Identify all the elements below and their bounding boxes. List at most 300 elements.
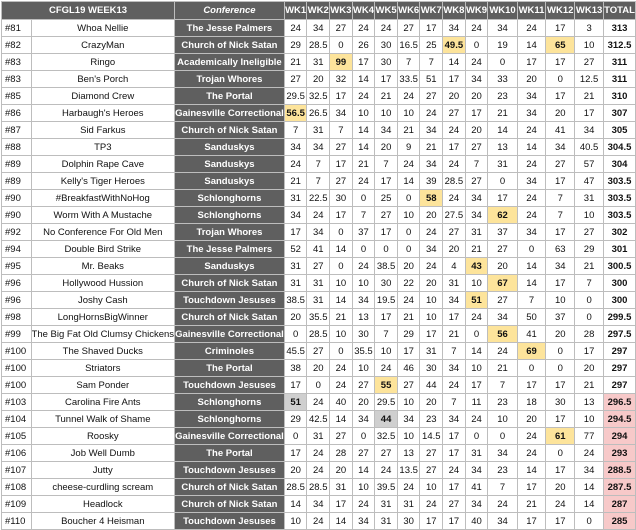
- team-name-cell: Job Well Dumb: [31, 445, 175, 462]
- week-score-cell: 27: [284, 71, 307, 88]
- week-score-cell: 24: [375, 360, 398, 377]
- table-header: [2, 2, 636, 20]
- total-score-cell: 311: [604, 54, 636, 71]
- table-row: [2, 496, 636, 513]
- week-score-cell: 27: [330, 20, 353, 37]
- table-title: CFGL19 WEEK13: [2, 2, 175, 20]
- week-score-cell: 34: [465, 71, 488, 88]
- week-score-cell: 21: [575, 88, 604, 105]
- week-score-cell: 65: [546, 37, 575, 54]
- week-score-cell: 24: [397, 292, 420, 309]
- week-score-cell: 31: [375, 513, 398, 530]
- week-score-cell: 28.5: [443, 173, 466, 190]
- week-score-cell: 20: [397, 258, 420, 275]
- week-score-cell: 10: [575, 37, 604, 54]
- week-score-cell: 17: [575, 343, 604, 360]
- week-score-cell: 24: [330, 360, 353, 377]
- week-score-cell: 57: [575, 156, 604, 173]
- team-name-cell: The Shaved Ducks: [31, 343, 175, 360]
- conference-cell: The Portal: [175, 360, 285, 377]
- week-score-cell: 21: [465, 241, 488, 258]
- week-score-cell: 0: [575, 513, 604, 530]
- table-row: [2, 71, 636, 88]
- week-score-cell: 0: [397, 224, 420, 241]
- week-score-cell: 0: [284, 428, 307, 445]
- table-row: [2, 513, 636, 530]
- week-score-cell: 0: [546, 343, 575, 360]
- week-score-cell: 28: [575, 326, 604, 343]
- week-score-cell: 31: [397, 496, 420, 513]
- week-score-cell: 24: [352, 173, 375, 190]
- rank-cell: #82: [2, 37, 32, 54]
- total-score-cell: 285: [604, 513, 636, 530]
- week-score-cell: 24: [307, 462, 330, 479]
- week-score-cell: 0: [330, 343, 353, 360]
- standings-table: [1, 1, 636, 530]
- table-row: [2, 394, 636, 411]
- week-header: WK4: [352, 2, 375, 20]
- rank-cell: #107: [2, 462, 32, 479]
- week-score-cell: 30: [420, 360, 443, 377]
- table-row: [2, 241, 636, 258]
- total-header: TOTAL: [604, 2, 636, 20]
- week-score-cell: 20: [443, 241, 466, 258]
- week-score-cell: 28.5: [307, 37, 330, 54]
- week-score-cell: 10: [397, 428, 420, 445]
- week-score-cell: 17: [352, 54, 375, 71]
- team-name-cell: Jutty: [31, 462, 175, 479]
- week-score-cell: 17: [465, 105, 488, 122]
- week-score-cell: 24: [443, 190, 466, 207]
- week-score-cell: 20: [443, 88, 466, 105]
- week-score-cell: 34: [465, 496, 488, 513]
- conference-cell: Church of Nick Satan: [175, 37, 285, 54]
- week-score-cell: 20: [517, 411, 546, 428]
- week-score-cell: 25: [375, 190, 398, 207]
- week-score-cell: 25: [420, 37, 443, 54]
- week-score-cell: 14: [330, 241, 353, 258]
- week-score-cell: 17: [546, 462, 575, 479]
- week-score-cell: 24: [465, 20, 488, 37]
- week-score-cell: 24: [517, 20, 546, 37]
- week-score-cell: 34: [420, 122, 443, 139]
- week-score-cell: 34: [284, 207, 307, 224]
- week-score-cell: 30: [546, 394, 575, 411]
- total-score-cell: 300.5: [604, 258, 636, 275]
- week-score-cell: 7: [488, 377, 517, 394]
- week-score-cell: 24: [397, 156, 420, 173]
- week-score-cell: 31: [330, 479, 353, 496]
- week-score-cell: 39: [420, 173, 443, 190]
- table-row: [2, 122, 636, 139]
- team-name-cell: cheese-curdling scream: [31, 479, 175, 496]
- week-score-cell: 17: [397, 343, 420, 360]
- conference-cell: The Jesse Palmers: [175, 241, 285, 258]
- team-name-cell: CrazyMan: [31, 37, 175, 54]
- week-score-cell: 10: [330, 326, 353, 343]
- week-score-cell: 21: [352, 156, 375, 173]
- week-score-cell: 17: [517, 513, 546, 530]
- week-score-cell: 0: [517, 241, 546, 258]
- week-score-cell: 24: [465, 54, 488, 71]
- week-score-cell: 46: [397, 360, 420, 377]
- conference-cell: Trojan Whores: [175, 224, 285, 241]
- week-score-cell: 17: [443, 445, 466, 462]
- week-score-cell: 37: [488, 224, 517, 241]
- week-score-cell: 31: [465, 445, 488, 462]
- week-score-cell: 10: [352, 275, 375, 292]
- week-score-cell: 31: [420, 343, 443, 360]
- rank-cell: #83: [2, 54, 32, 71]
- week-score-cell: 20: [575, 360, 604, 377]
- week-score-cell: 10: [420, 309, 443, 326]
- total-score-cell: 307: [604, 105, 636, 122]
- week-score-cell: 10: [420, 292, 443, 309]
- week-score-cell: 34: [307, 20, 330, 37]
- week-score-cell: 27: [420, 88, 443, 105]
- table-row: [2, 37, 636, 54]
- rank-cell: #89: [2, 156, 32, 173]
- week-score-cell: 22.5: [307, 190, 330, 207]
- week-score-cell: 0: [352, 241, 375, 258]
- week-score-cell: 27: [465, 139, 488, 156]
- week-score-cell: 34: [443, 292, 466, 309]
- week-score-cell: 27: [330, 173, 353, 190]
- week-score-cell: 17: [420, 20, 443, 37]
- week-score-cell: 24: [443, 462, 466, 479]
- team-name-cell: No Conference For Old Men: [31, 224, 175, 241]
- week-score-cell: 26: [352, 37, 375, 54]
- week-score-cell: 58: [420, 190, 443, 207]
- week-score-cell: 17: [546, 173, 575, 190]
- total-score-cell: 301: [604, 241, 636, 258]
- week-score-cell: 17: [443, 309, 466, 326]
- week-score-cell: 24: [488, 496, 517, 513]
- week-header: WK3: [330, 2, 353, 20]
- week-score-cell: 10: [352, 360, 375, 377]
- week-score-cell: 17: [546, 88, 575, 105]
- conference-cell: Church of Nick Satan: [175, 275, 285, 292]
- week-score-cell: 10: [465, 360, 488, 377]
- rank-cell: #86: [2, 105, 32, 122]
- conference-cell: Church of Nick Satan: [175, 496, 285, 513]
- week-score-cell: 10: [575, 207, 604, 224]
- rank-cell: #89: [2, 173, 32, 190]
- week-score-cell: 27.5: [443, 207, 466, 224]
- week-score-cell: 17: [517, 479, 546, 496]
- total-score-cell: 297: [604, 343, 636, 360]
- team-name-cell: The Big Fat Old Clumsy Chickens: [31, 326, 175, 343]
- week-score-cell: 34: [420, 241, 443, 258]
- week-score-cell: 24: [465, 309, 488, 326]
- week-header: WK2: [307, 2, 330, 20]
- week-score-cell: 27: [575, 54, 604, 71]
- week-score-cell: 24: [443, 122, 466, 139]
- conference-cell: Criminoles: [175, 343, 285, 360]
- week-score-cell: 30: [330, 190, 353, 207]
- week-score-cell: 7: [443, 343, 466, 360]
- table-row: [2, 88, 636, 105]
- week-score-cell: 24: [517, 156, 546, 173]
- week-score-cell: 34: [330, 105, 353, 122]
- week-score-cell: 10: [465, 275, 488, 292]
- week-score-cell: 29: [284, 37, 307, 54]
- week-score-cell: 7: [307, 156, 330, 173]
- week-score-cell: 20: [420, 275, 443, 292]
- week-header: WK12: [546, 2, 575, 20]
- week-score-cell: 32.5: [307, 88, 330, 105]
- week-score-cell: 10: [420, 479, 443, 496]
- team-name-cell: Worm With A Mustache: [31, 207, 175, 224]
- table-body: [2, 20, 636, 530]
- rank-cell: #100: [2, 360, 32, 377]
- week-score-cell: 9: [397, 139, 420, 156]
- table-row: [2, 292, 636, 309]
- week-score-cell: 14: [517, 275, 546, 292]
- week-score-cell: 24: [517, 428, 546, 445]
- week-score-cell: 24: [307, 445, 330, 462]
- week-score-cell: 34: [352, 513, 375, 530]
- week-header: WK13: [575, 2, 604, 20]
- rank-cell: #100: [2, 377, 32, 394]
- week-score-cell: 37: [352, 224, 375, 241]
- team-name-cell: Hollywood Hussion: [31, 275, 175, 292]
- week-score-cell: 34: [517, 88, 546, 105]
- week-score-cell: 34: [375, 122, 398, 139]
- total-score-cell: 297.5: [604, 326, 636, 343]
- week-score-cell: 34: [517, 105, 546, 122]
- total-score-cell: 293: [604, 445, 636, 462]
- week-score-cell: 7: [465, 156, 488, 173]
- week-score-cell: 12.5: [575, 71, 604, 88]
- week-score-cell: 27: [352, 377, 375, 394]
- week-score-cell: 20: [488, 258, 517, 275]
- table-row: [2, 309, 636, 326]
- total-score-cell: 304.5: [604, 139, 636, 156]
- rank-cell: #83: [2, 71, 32, 88]
- week-score-cell: 38: [284, 360, 307, 377]
- rank-cell: #103: [2, 394, 32, 411]
- week-score-cell: 17: [420, 513, 443, 530]
- week-score-cell: 17: [375, 173, 398, 190]
- week-score-cell: 20: [465, 88, 488, 105]
- week-score-cell: 67: [488, 275, 517, 292]
- week-score-cell: 10: [375, 343, 398, 360]
- week-score-cell: 7: [420, 54, 443, 71]
- week-score-cell: 34: [488, 513, 517, 530]
- week-score-cell: 34: [352, 411, 375, 428]
- week-score-cell: 0: [352, 190, 375, 207]
- rank-cell: #110: [2, 513, 32, 530]
- week-score-cell: 31: [443, 275, 466, 292]
- week-score-cell: 10: [397, 105, 420, 122]
- week-score-cell: 40: [330, 394, 353, 411]
- week-score-cell: 27: [375, 207, 398, 224]
- table-row: [2, 326, 636, 343]
- team-name-cell: Headlock: [31, 496, 175, 513]
- week-score-cell: 29: [397, 326, 420, 343]
- week-score-cell: 14: [330, 411, 353, 428]
- table-row: [2, 139, 636, 156]
- team-name-cell: Carolina Fire Ants: [31, 394, 175, 411]
- conference-cell: The Portal: [175, 445, 285, 462]
- week-score-cell: 17: [443, 139, 466, 156]
- conference-cell: Schlonghorns: [175, 411, 285, 428]
- week-score-cell: 0: [575, 309, 604, 326]
- week-score-cell: 23: [488, 462, 517, 479]
- week-score-cell: 37: [546, 309, 575, 326]
- conference-header: Conference: [175, 2, 285, 20]
- week-score-cell: 29: [284, 411, 307, 428]
- week-score-cell: 55: [375, 377, 398, 394]
- week-score-cell: 24: [517, 190, 546, 207]
- total-score-cell: 287: [604, 496, 636, 513]
- week-score-cell: 30: [397, 513, 420, 530]
- week-score-cell: 13: [575, 394, 604, 411]
- week-score-cell: 0: [546, 71, 575, 88]
- week-score-cell: 7: [546, 190, 575, 207]
- week-score-cell: 41: [465, 479, 488, 496]
- week-score-cell: 21: [284, 173, 307, 190]
- team-name-cell: Kelly's Tiger Heroes: [31, 173, 175, 190]
- rank-cell: #99: [2, 326, 32, 343]
- week-score-cell: 0: [546, 445, 575, 462]
- week-score-cell: 13: [488, 139, 517, 156]
- week-score-cell: 23: [488, 88, 517, 105]
- week-score-cell: 4: [443, 258, 466, 275]
- week-score-cell: 14: [575, 496, 604, 513]
- week-score-cell: 31: [307, 292, 330, 309]
- week-score-cell: 14: [397, 173, 420, 190]
- week-score-cell: 31: [465, 224, 488, 241]
- table-row: [2, 445, 636, 462]
- week-score-cell: 10: [330, 275, 353, 292]
- conference-cell: Sanduskys: [175, 258, 285, 275]
- week-score-cell: 10: [375, 105, 398, 122]
- week-score-cell: 45.5: [284, 343, 307, 360]
- week-score-cell: 40: [465, 513, 488, 530]
- week-score-cell: 27: [488, 241, 517, 258]
- week-score-cell: 27: [420, 462, 443, 479]
- week-score-cell: 24: [443, 156, 466, 173]
- week-score-cell: 24: [284, 20, 307, 37]
- table-row: [2, 190, 636, 207]
- week-score-cell: 56: [488, 326, 517, 343]
- week-score-cell: 17: [546, 377, 575, 394]
- week-score-cell: 34: [488, 309, 517, 326]
- week-score-cell: 24: [352, 258, 375, 275]
- team-name-cell: Striators: [31, 360, 175, 377]
- week-score-cell: 21: [284, 54, 307, 71]
- week-score-cell: 20: [352, 394, 375, 411]
- week-score-cell: 24: [517, 122, 546, 139]
- total-score-cell: 303.5: [604, 207, 636, 224]
- team-name-cell: Double Bird Strike: [31, 241, 175, 258]
- week-score-cell: 41: [307, 241, 330, 258]
- conference-cell: Touchdown Jesuses: [175, 513, 285, 530]
- rank-cell: #88: [2, 139, 32, 156]
- week-score-cell: 0: [517, 360, 546, 377]
- table-row: [2, 479, 636, 496]
- week-score-cell: 17: [284, 377, 307, 394]
- team-name-cell: Dolphin Rape Cave: [31, 156, 175, 173]
- team-name-cell: Diamond Crew: [31, 88, 175, 105]
- rank-cell: #94: [2, 241, 32, 258]
- week-score-cell: 20: [284, 462, 307, 479]
- week-score-cell: 27: [420, 445, 443, 462]
- week-score-cell: 27: [465, 173, 488, 190]
- team-name-cell: Ringo: [31, 54, 175, 71]
- total-score-cell: 294: [604, 428, 636, 445]
- week-score-cell: 34: [546, 258, 575, 275]
- week-score-cell: 0: [488, 428, 517, 445]
- table-row: [2, 343, 636, 360]
- week-score-cell: 49.5: [443, 37, 466, 54]
- week-score-cell: 28.5: [307, 479, 330, 496]
- total-score-cell: 305: [604, 122, 636, 139]
- table-row: [2, 360, 636, 377]
- week-score-cell: 17: [443, 428, 466, 445]
- week-score-cell: 34: [352, 292, 375, 309]
- week-score-cell: 0: [488, 173, 517, 190]
- week-score-cell: 30: [352, 326, 375, 343]
- week-score-cell: 34: [443, 360, 466, 377]
- rank-cell: #85: [2, 88, 32, 105]
- week-score-cell: 7: [546, 207, 575, 224]
- week-score-cell: 40.5: [575, 139, 604, 156]
- total-score-cell: 303.5: [604, 173, 636, 190]
- week-score-cell: 17: [330, 496, 353, 513]
- week-score-cell: 29.5: [284, 88, 307, 105]
- total-score-cell: 300: [604, 275, 636, 292]
- conference-cell: Trojan Whores: [175, 71, 285, 88]
- week-score-cell: 24: [330, 377, 353, 394]
- week-score-cell: 29: [575, 241, 604, 258]
- conference-cell: Gainesville Correctional: [175, 326, 285, 343]
- week-score-cell: 14: [488, 122, 517, 139]
- week-score-cell: 31: [284, 190, 307, 207]
- week-score-cell: 17: [330, 88, 353, 105]
- week-score-cell: 28: [330, 445, 353, 462]
- week-score-cell: 43: [465, 258, 488, 275]
- week-score-cell: 14: [352, 462, 375, 479]
- team-name-cell: Mr. Beaks: [31, 258, 175, 275]
- week-score-cell: 27: [307, 343, 330, 360]
- table-row: [2, 156, 636, 173]
- week-score-cell: 24: [307, 207, 330, 224]
- week-score-cell: 21: [397, 122, 420, 139]
- week-score-cell: 0: [397, 190, 420, 207]
- week-score-cell: 99: [330, 54, 353, 71]
- week-score-cell: 0: [375, 241, 398, 258]
- week-header: WK10: [488, 2, 517, 20]
- team-name-cell: Sam Ponder: [31, 377, 175, 394]
- week-score-cell: 32: [330, 71, 353, 88]
- week-score-cell: 30: [375, 54, 398, 71]
- week-score-cell: 3: [575, 20, 604, 37]
- week-score-cell: 34: [397, 411, 420, 428]
- team-name-cell: Boucher 4 Heisman: [31, 513, 175, 530]
- week-score-cell: 17: [284, 224, 307, 241]
- conference-cell: Schlonghorns: [175, 190, 285, 207]
- week-score-cell: 30: [375, 275, 398, 292]
- week-score-cell: 0: [465, 428, 488, 445]
- week-score-cell: 17: [546, 275, 575, 292]
- week-score-cell: 34: [546, 139, 575, 156]
- week-score-cell: 0: [330, 224, 353, 241]
- week-score-cell: 17: [546, 54, 575, 71]
- total-score-cell: 296.5: [604, 394, 636, 411]
